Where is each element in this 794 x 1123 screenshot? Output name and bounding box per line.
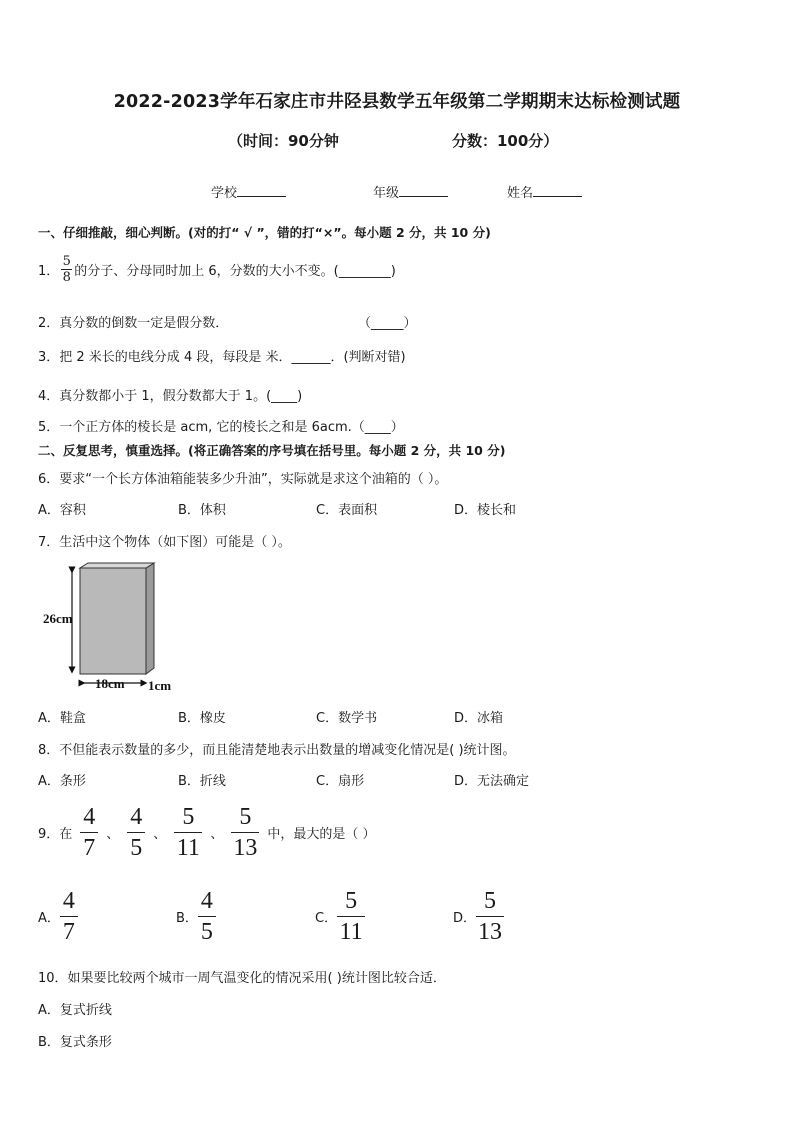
grade-label: 年级 [373, 186, 400, 201]
q7-option-c[interactable]: C．数学书 [316, 711, 378, 726]
book-side-face [146, 563, 154, 674]
fraction-bar [174, 832, 202, 833]
grade-blank[interactable] [399, 182, 448, 197]
school-field[interactable] [211, 182, 286, 201]
q10-option-b[interactable]: B．复式条形 [38, 1035, 112, 1050]
q2-answer-blank[interactable]: （_____） [358, 316, 417, 331]
question-4: 4．真分数都小于 1，假分数都大于 1。(____) [38, 389, 303, 404]
q9-separator: 、 [106, 827, 120, 842]
fraction-denominator: 7 [62, 919, 75, 945]
fraction-denominator: 5 [200, 919, 213, 945]
q8-option-d[interactable]: D．无法确定 [454, 774, 530, 789]
q1-fraction-denominator: 8 [62, 270, 71, 285]
fraction-numerator: 5 [345, 888, 358, 914]
fraction-denominator: 13 [233, 835, 258, 861]
school-blank[interactable] [237, 182, 286, 197]
fraction-numerator: 5 [239, 804, 252, 830]
fraction-denominator: 13 [478, 919, 503, 945]
option-label: D． [453, 911, 477, 926]
fraction-bar [198, 916, 216, 917]
fraction-bar [80, 832, 98, 833]
width-label: 18cm [95, 676, 125, 691]
option-fraction [476, 888, 504, 945]
fraction-bar [127, 832, 145, 833]
name-field[interactable] [507, 182, 582, 201]
q1-text: 的分子、分母同时加上 6，分数的大小不变。(________) [74, 264, 396, 279]
q7-book-figure [40, 560, 200, 696]
q9-option-b[interactable] [176, 888, 216, 945]
question-9 [38, 804, 375, 861]
fraction-numerator: 4 [83, 804, 96, 830]
fraction-numerator: 4 [200, 888, 213, 914]
q6-option-d[interactable]: D．棱长和 [454, 503, 517, 518]
fraction-numerator: 4 [130, 804, 143, 830]
q10-option-a[interactable]: A．复式折线 [38, 1003, 112, 1018]
q8-option-b[interactable]: B．折线 [178, 774, 226, 789]
option-fraction [337, 888, 365, 945]
page-title: 2022-2023学年石家庄市井陉县数学五年级第二学期期末达标检测试题 [113, 92, 681, 112]
grade-field[interactable] [373, 182, 448, 201]
name-label: 姓名 [507, 186, 534, 201]
option-label: B． [176, 911, 198, 926]
section1-header: 一、仔细推敲，细心判断。(对的打“ √ ”，错的打“×”。每小题 2 分，共 10 分) [38, 225, 491, 240]
q7-option-d[interactable]: D．冰箱 [454, 711, 504, 726]
fraction-denominator: 11 [339, 919, 363, 945]
fraction-denominator: 7 [83, 835, 96, 861]
exam-time: （时间：90分钟 [228, 132, 339, 150]
fraction-numerator: 5 [182, 804, 195, 830]
fraction-numerator: 5 [484, 888, 497, 914]
q8-option-a[interactable]: A．条形 [38, 774, 86, 789]
question-2: 2．真分数的倒数一定是假分数． [38, 316, 229, 331]
school-label: 学校 [211, 186, 238, 201]
exam-score: 分数：100分） [452, 132, 559, 150]
fraction-bar [337, 916, 365, 917]
question-1 [38, 254, 396, 285]
q8-option-c[interactable]: C．扇形 [316, 774, 365, 789]
fraction-bar [231, 832, 259, 833]
q6-option-a[interactable]: A．容积 [38, 503, 86, 518]
q7-option-a[interactable]: A．鞋盒 [38, 711, 86, 726]
q6-option-c[interactable]: C．表面积 [316, 503, 378, 518]
q9-fraction-1 [80, 804, 98, 861]
question-5: 5．一个正方体的棱长是 acm, 它的棱长之和是 6acm.（____） [38, 420, 404, 435]
depth-label: 1cm [148, 678, 172, 693]
q9-prefix: 9．在 [38, 827, 73, 842]
fraction-denominator: 11 [176, 835, 200, 861]
q1-number: 1． [38, 264, 60, 279]
fraction-denominator: 5 [130, 835, 143, 861]
section2-header: 二、反复思考，慎重选择。(将正确答案的序号填在括号里。每小题 2 分，共 10 分) [38, 443, 506, 458]
question-10: 10．如果要比较两个城市一周气温变化的情况采用( )统计图比较合适． [38, 971, 446, 986]
q9-fraction-4 [231, 804, 259, 861]
fraction-numerator: 4 [62, 888, 75, 914]
fraction-bar [60, 916, 78, 917]
option-fraction [60, 888, 78, 945]
q1-fraction [61, 254, 72, 285]
book-front-face [80, 568, 146, 674]
question-6: 6．要求“一个长方体油箱能装多少升油”，实际就是求这个油箱的（ ）。 [38, 472, 448, 487]
book-top-face [80, 563, 154, 568]
q9-separator: 、 [210, 827, 224, 842]
q9-separator: 、 [153, 827, 167, 842]
option-label: A． [38, 911, 60, 926]
q6-option-b[interactable]: B．体积 [178, 503, 226, 518]
q9-option-c[interactable] [315, 888, 365, 945]
name-blank[interactable] [533, 182, 582, 197]
q9-option-d[interactable] [453, 888, 504, 945]
option-fraction [198, 888, 216, 945]
question-3: 3．把 2 米长的电线分成 4 段，每段是 米．______．(判断对错) [38, 350, 406, 365]
q1-fraction-numerator: 5 [62, 254, 71, 269]
option-label: C． [315, 911, 338, 926]
q9-suffix: 中，最大的是（ ） [267, 827, 376, 842]
question-7: 7．生活中这个物体（如下图）可能是（ ）。 [38, 535, 291, 550]
q9-option-a[interactable] [38, 888, 78, 945]
fraction-bar [476, 916, 504, 917]
q9-fraction-2 [127, 804, 145, 861]
question-8: 8．不但能表示数量的多少，而且能清楚地表示出数量的增减变化情况是( )统计图。 [38, 743, 516, 758]
q7-option-b[interactable]: B．橡皮 [178, 711, 226, 726]
q9-fraction-3 [174, 804, 202, 861]
height-label: 26cm [43, 611, 73, 626]
